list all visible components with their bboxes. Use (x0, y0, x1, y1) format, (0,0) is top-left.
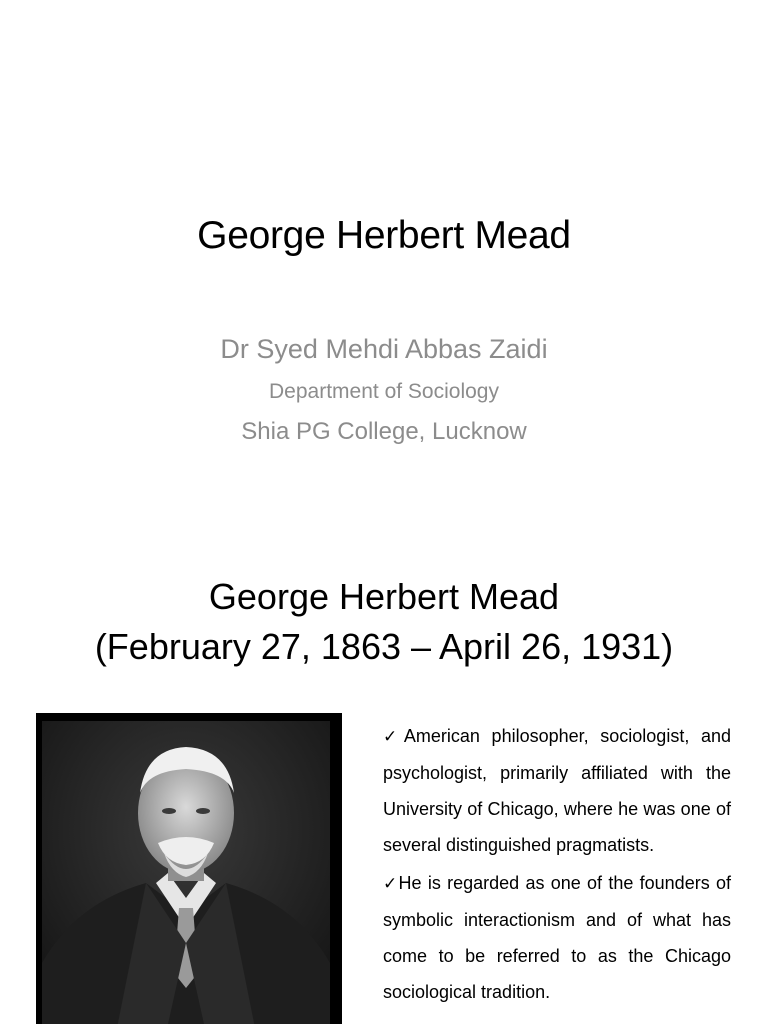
department-name: Department of Sociology (269, 380, 499, 403)
slide-heading: George Herbert Mead (208, 576, 560, 617)
bullet-text: American philosopher, sociologist, and psychologist, primarily affiliated with the University of Chicago, where he was one of several distinguished pragmatists. (383, 726, 731, 855)
content-slide (0, 560, 768, 1024)
slide-heading-dates: (February 27, 1863 – April 26, 1931) (94, 626, 674, 667)
check-mark-icon: ✓ (383, 727, 404, 746)
author-name: Dr Syed Mehdi Abbas Zaidi (220, 334, 548, 364)
check-mark-icon: ✓ (383, 874, 399, 893)
slide-title: George Herbert Mead (197, 214, 571, 257)
portrait-image (36, 713, 342, 1024)
college-name: Shia PG College, Lucknow (241, 418, 527, 445)
bullet-item (383, 718, 731, 863)
bullet-text: He is regarded as one of the founders of symbolic interactionism and of what has come to be referred to as the Chicago sociological tradition. (383, 873, 731, 1002)
bullet-item (383, 865, 731, 1010)
bullet-list (383, 718, 731, 1012)
portrait-photo (36, 713, 342, 1024)
